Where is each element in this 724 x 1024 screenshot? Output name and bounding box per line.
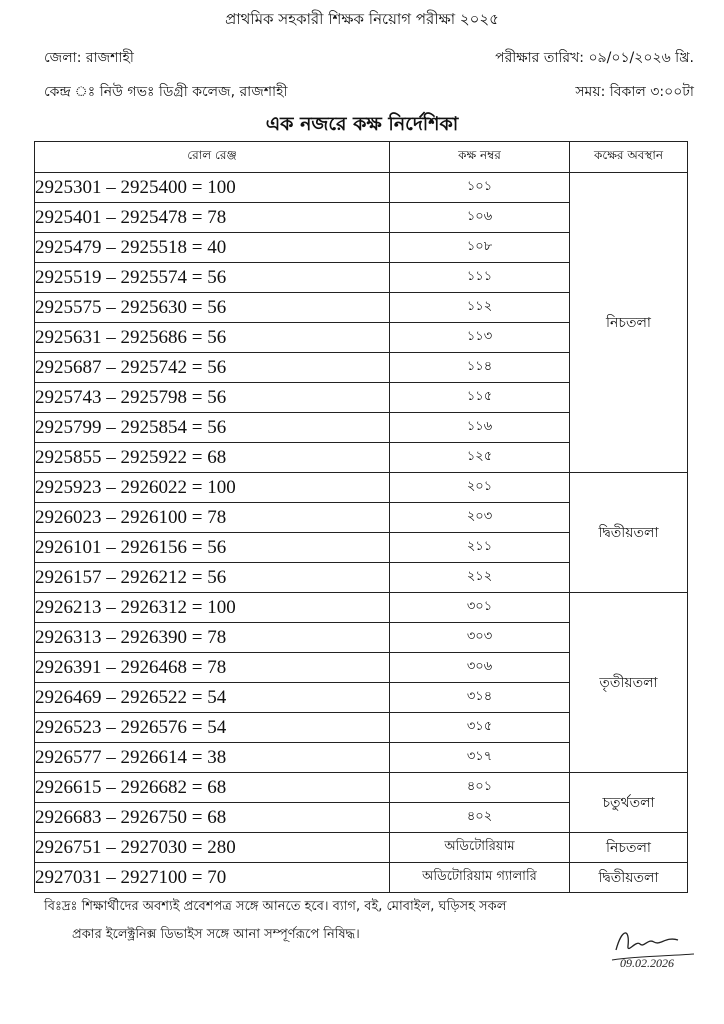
floor-location-cell: দ্বিতীয়তলা xyxy=(570,863,688,893)
floor-location-cell: দ্বিতীয়তলা xyxy=(570,473,688,593)
signature-mark xyxy=(608,920,698,970)
room-number-cell: ২০৩ xyxy=(390,503,570,533)
roll-range-cell: 2926751 – 2927030 = 280 xyxy=(35,833,390,863)
exam-time-label: সময়: বিকাল ৩:০০টা xyxy=(575,84,694,100)
roll-range-cell: 2927031 – 2927100 = 70 xyxy=(35,863,390,893)
header-room-location: কক্ষের অবস্থান xyxy=(570,142,688,173)
floor-location-cell: চতুর্থতলা xyxy=(570,773,688,833)
room-number-cell: ১১৪ xyxy=(390,353,570,383)
roll-range-cell: 2926101 – 2926156 = 56 xyxy=(35,533,390,563)
roll-range-cell: 2926615 – 2926682 = 68 xyxy=(35,773,390,803)
table-body xyxy=(35,173,688,893)
roll-range-cell: 2925631 – 2925686 = 56 xyxy=(35,323,390,353)
roll-range-cell: 2926683 – 2926750 = 68 xyxy=(35,803,390,833)
roll-range-cell: 2925855 – 2925922 = 68 xyxy=(35,443,390,473)
room-number-cell: ৩১৫ xyxy=(390,713,570,743)
floor-location-cell: নিচতলা xyxy=(570,173,688,473)
room-number-cell: ৪০১ xyxy=(390,773,570,803)
room-number-cell: ২১২ xyxy=(390,563,570,593)
roll-range-cell: 2925575 – 2925630 = 56 xyxy=(35,293,390,323)
room-number-cell: ১২৫ xyxy=(390,443,570,473)
roll-range-cell: 2926469 – 2926522 = 54 xyxy=(35,683,390,713)
room-number-cell: ১১৩ xyxy=(390,323,570,353)
room-number-cell: ১০৬ xyxy=(390,203,570,233)
roll-range-cell: 2926523 – 2926576 = 54 xyxy=(35,713,390,743)
exam-title: প্রাথমিক সহকারী শিক্ষক নিয়োগ পরীক্ষা ২০২৫ xyxy=(225,10,499,28)
roll-range-cell: 2925479 – 2925518 = 40 xyxy=(35,233,390,263)
room-number-cell: ৩১৭ xyxy=(390,743,570,773)
notice xyxy=(44,893,704,949)
floor-location-cell: তৃতীয়তলা xyxy=(570,593,688,773)
room-number-cell: অডিটোরিয়াম xyxy=(390,833,570,863)
notice-line-2: প্রকার ইলেক্ট্রনিক্স ডিভাইস সঙ্গে আনা সম্পূর্ণরূপে নিষিদ্ধ। xyxy=(72,927,360,942)
header-room-number: কক্ষ নম্বর xyxy=(390,142,570,173)
room-number-cell: ৩০১ xyxy=(390,593,570,623)
room-number-cell: ৩০৩ xyxy=(390,623,570,653)
room-number-cell: ১০১ xyxy=(390,173,570,203)
table-row xyxy=(35,833,688,863)
notice-line-1: বিঃদ্রঃ শিক্ষার্থীদের অবশ্যই প্রবেশপত্র সঙ্গে আনতে হবে। ব্যাগ, বই, মোবাইল, ঘড়িসহ সকল xyxy=(44,899,507,914)
room-number-cell: ১১১ xyxy=(390,263,570,293)
floor-location-cell: নিচতলা xyxy=(570,833,688,863)
header-roll-range: রোল রেঞ্জ xyxy=(35,142,390,173)
signature-date: 09.02.2026 xyxy=(620,956,674,970)
roll-range-cell: 2926213 – 2926312 = 100 xyxy=(35,593,390,623)
center-label: কেন্দ্র ঃ নিউ গভঃ ডিগ্রী কলেজ, রাজশাহী xyxy=(44,84,288,100)
room-number-cell: ১০৮ xyxy=(390,233,570,263)
roll-range-cell: 2925799 – 2925854 = 56 xyxy=(35,413,390,443)
room-number-cell: ১১৬ xyxy=(390,413,570,443)
room-number-cell: ২০১ xyxy=(390,473,570,503)
roll-range-cell: 2926313 – 2926390 = 78 xyxy=(35,623,390,653)
room-number-cell: ৩০৬ xyxy=(390,653,570,683)
roll-range-cell: 2925743 – 2925798 = 56 xyxy=(35,383,390,413)
room-number-cell: ২১১ xyxy=(390,533,570,563)
table-row xyxy=(35,773,688,803)
roll-range-cell: 2925401 – 2925478 = 78 xyxy=(35,203,390,233)
table-row xyxy=(35,863,688,893)
district-label: জেলা: রাজশাহী xyxy=(44,50,134,66)
roll-range-cell: 2926023 – 2926100 = 78 xyxy=(35,503,390,533)
roll-range-cell: 2926157 – 2926212 = 56 xyxy=(35,563,390,593)
roll-range-cell: 2925923 – 2926022 = 100 xyxy=(35,473,390,503)
room-guide-title: এক নজরে কক্ষ নির্দেশিকা xyxy=(265,113,459,135)
room-guide-table xyxy=(34,141,688,893)
room-number-cell: ৩১৪ xyxy=(390,683,570,713)
roll-range-cell: 2925301 – 2925400 = 100 xyxy=(35,173,390,203)
exam-date-label: পরীক্ষার তারিখ: ০৯/০১/২০২৬ খ্রি. xyxy=(495,50,694,66)
table-row xyxy=(35,173,688,203)
roll-range-cell: 2926391 – 2926468 = 78 xyxy=(35,653,390,683)
room-number-cell: অডিটোরিয়াম গ্যালারি xyxy=(390,863,570,893)
room-number-cell: ১১৫ xyxy=(390,383,570,413)
table-header-row xyxy=(35,142,688,173)
roll-range-cell: 2925519 – 2925574 = 56 xyxy=(35,263,390,293)
roll-range-cell: 2925687 – 2925742 = 56 xyxy=(35,353,390,383)
room-number-cell: ১১২ xyxy=(390,293,570,323)
room-number-cell: ৪০২ xyxy=(390,803,570,833)
table-row xyxy=(35,593,688,623)
table-row xyxy=(35,473,688,503)
roll-range-cell: 2926577 – 2926614 = 38 xyxy=(35,743,390,773)
